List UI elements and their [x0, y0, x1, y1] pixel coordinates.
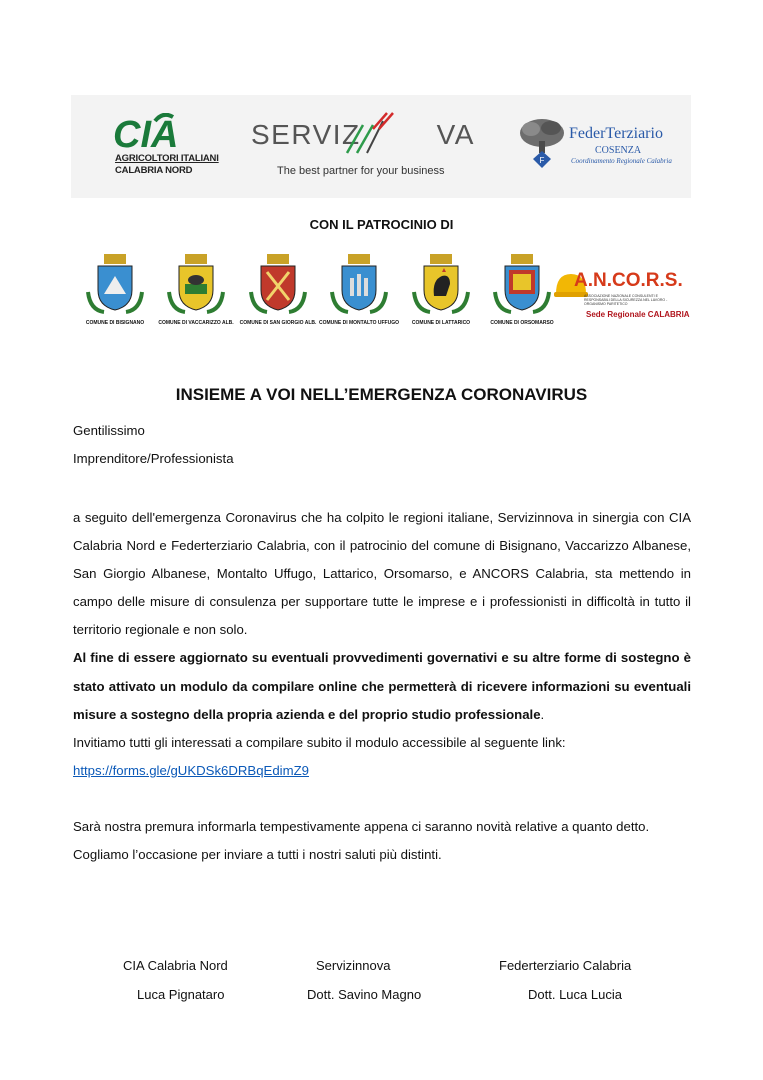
federterziario-name: FederTerziario	[569, 125, 663, 142]
letter-headline: INSIEME A VOI NELL’EMERGENZA CORONAVIRUS	[175, 385, 588, 404]
signature-person-federterziario: Dott. Luca Lucia	[528, 987, 622, 1002]
logo-banner	[71, 95, 691, 198]
patronage-heading: CON IL PATROCINIO DI	[309, 217, 454, 232]
federterziario-logo	[517, 117, 677, 177]
coat-of-arms-icon	[247, 252, 309, 314]
coat-of-arms-icon	[84, 252, 146, 314]
federterziario-subtitle: Coordinamento Regionale Calabria	[571, 157, 672, 165]
cia-mark-text: CIA	[113, 114, 179, 151]
letter-body	[73, 504, 691, 785]
crest-lattarico	[404, 252, 478, 328]
cia-line2: CALABRIA NORD	[115, 165, 193, 176]
cia-line1: AGRICOLTORI ITALIANI	[115, 153, 219, 164]
crest-name: COMUNE DI MONTALTO UFFUGO	[319, 320, 399, 326]
greeting-line-2: Imprenditore/Professionista	[73, 451, 234, 466]
coat-of-arms-icon	[328, 252, 390, 314]
paragraph-invite: Invitiamo tutti gli interessati a compilare subito il modulo accessibile al seguente link:	[73, 734, 566, 750]
paragraph-form	[73, 644, 691, 728]
crest-vaccarizzo	[159, 252, 233, 328]
crest-name: COMUNE DI BISIGNANO	[85, 320, 145, 326]
tree-icon	[517, 117, 567, 169]
crest-san-giorgio	[241, 252, 315, 328]
closing-line-1: Sarà nostra premura informarla tempestivamente appena ci saranno novità relative a quanto detto.	[73, 819, 650, 834]
signature-org-federterziario: Federterziario Calabria	[499, 958, 632, 973]
form-link[interactable]: https://forms.gle/gUKDSk6DRBqEdimZ9	[73, 762, 309, 778]
federterziario-city: COSENZA	[595, 145, 642, 156]
svg-text:F: F	[539, 156, 545, 165]
crest-name: COMUNE DI LATTARICO	[411, 320, 471, 326]
crest-name: COMUNE DI VACCARIZZO ALB.	[158, 320, 234, 326]
signature-org-cia: CIA Calabria Nord	[123, 958, 228, 973]
ancors-subtitle: ASSOCIAZIONE NAZIONALE CONSULENTI E RESPONSABILI DELLA SICUREZZA NEL LAVORO - ORGANISMO PARITETICO	[584, 294, 668, 306]
ancors-logo	[554, 266, 690, 322]
italian-flag-strokes-icon	[341, 111, 395, 155]
letter-closing	[73, 813, 691, 869]
crest-orsomarso	[485, 252, 559, 328]
signature-person-cia: Luca Pignataro	[137, 987, 225, 1002]
patronage-logos	[78, 252, 693, 332]
signature-org-servizinnova: Servizinnova	[316, 958, 391, 973]
signature-person-servizinnova: Dott. Savino Magno	[307, 987, 422, 1002]
servizinnova-tagline: The best partner for your business	[277, 165, 445, 177]
crest-montalto	[319, 252, 399, 328]
ancors-region: Sede Regionale CALABRIA	[586, 310, 690, 319]
ancors-title: A.N.CO.R.S.	[574, 270, 683, 291]
coat-of-arms-icon	[410, 252, 472, 314]
cia-logo	[111, 113, 219, 183]
crest-bisignano	[78, 252, 152, 328]
servizinnova-word-start: SERVIZ	[251, 119, 361, 150]
paragraph-form-end: .	[540, 706, 545, 722]
crest-name: COMUNE DI SAN GIORGIO ALB.	[239, 320, 317, 326]
paragraph-form-bold: Al fine di essere aggiornato su eventuali provvedimenti governativi e su altre forme di sostegno è stato attivato un modulo da compilare online che permetterà di ricevere informazioni su eventuali misure a sostegno della propria azienda e del proprio studio professionale	[73, 650, 691, 722]
servizinnova-logo	[249, 109, 485, 183]
closing-line-2: Cogliamo l’occasione per inviare a tutti i nostri saluti più distinti.	[73, 847, 442, 863]
cia-mark-icon	[111, 113, 201, 151]
crest-name: COMUNE DI ORSOMARSO	[490, 320, 554, 326]
coat-of-arms-icon	[491, 252, 553, 314]
paragraph-intro: a seguito dell'emergenza Coronavirus che ha colpito le regioni italiane, Servizinnova in sinergia con CIA Calabria Nord e Federterziario Calabria, con il patrocinio del comune di Bisignano, Vaccarizzo Albanese, San Giorgio Albanese, Montalto Uffugo, Lattarico, Orsomarso, e ANCORS Calabria, sta mettendo in campo delle misure di consulenza per supportare tutte le imprese e i professionisti in difficoltà in tutto il territorio regionale e non solo.	[73, 510, 691, 638]
servizinnova-word-end: VA	[436, 119, 475, 150]
coat-of-arms-icon	[165, 252, 227, 314]
greeting-line-1: Gentilissimo	[73, 423, 145, 438]
